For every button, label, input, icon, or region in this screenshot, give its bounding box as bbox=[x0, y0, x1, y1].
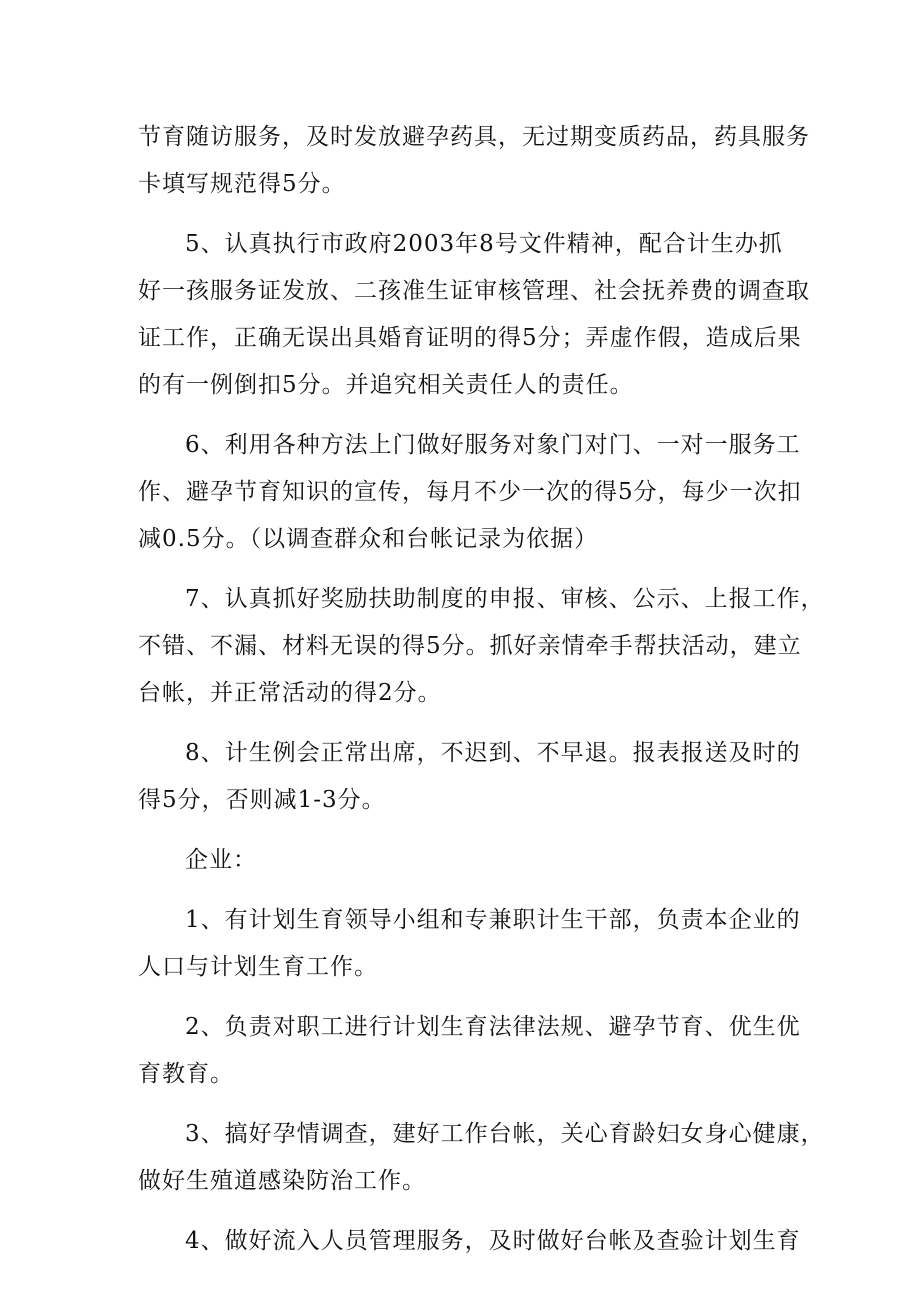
paragraph bbox=[138, 221, 810, 409]
paragraph bbox=[138, 897, 801, 991]
text-line: 不错、不漏、材料无误的得5分。抓好亲情牵手帮扶活动，建立 bbox=[138, 633, 802, 659]
paragraph bbox=[138, 422, 802, 563]
text-line: 做好生殖道感染防治工作。 bbox=[138, 1168, 426, 1194]
paragraph bbox=[138, 1218, 801, 1265]
text-line: 人口与计划生育工作。 bbox=[138, 954, 378, 980]
text-line: 台帐，并正常活动的得2分。 bbox=[138, 680, 442, 706]
text-line: 卡填写规范得5分。 bbox=[138, 171, 346, 197]
text-line: 节育随访服务，及时发放避孕药具，无过期变质药品，药具服务 bbox=[138, 124, 810, 150]
text-line: 作、避孕节育知识的宣传，每月不少一次的得5分，每少一次扣 bbox=[138, 479, 802, 505]
text-line: 得5分，否则减1-3分。 bbox=[138, 787, 386, 813]
text-line: 8、计生例会正常出席，不迟到、不早退。报表报送及时的 bbox=[185, 740, 801, 766]
document-body bbox=[138, 114, 825, 1278]
text-line: 1、有计划生育领导小组和专兼职计生干部，负责本企业的 bbox=[185, 907, 801, 933]
paragraph bbox=[138, 837, 788, 884]
text-line: 4、做好流入人员管理服务，及时做好台帐及查验计划生育 bbox=[185, 1228, 801, 1254]
text-line: 7、认真抓好奖励扶助制度的申报、审核、公示、上报工作， bbox=[185, 586, 825, 612]
text-line: 5、认真执行市政府2003年8号文件精神，配合计生办抓 bbox=[185, 231, 783, 257]
paragraph bbox=[138, 114, 810, 208]
paragraph bbox=[138, 730, 801, 824]
text-line: 6、利用各种方法上门做好服务对象门对门、一对一服务工 bbox=[185, 432, 801, 458]
paragraph bbox=[138, 1004, 801, 1098]
text-line: 3、搞好孕情调查，建好工作台帐，关心育龄妇女身心健康， bbox=[185, 1121, 825, 1147]
text-line: 好一孩服务证发放、二孩准生证审核管理、社会抚养费的调查取 bbox=[138, 278, 810, 304]
paragraph bbox=[138, 576, 825, 717]
text-line: 育教育。 bbox=[138, 1061, 234, 1087]
paragraph bbox=[138, 1111, 825, 1205]
text-line: 2、负责对职工进行计划生育法律法规、避孕节育、优生优 bbox=[185, 1014, 801, 1040]
text-line: 企业： bbox=[185, 847, 257, 873]
text-line: 的有一例倒扣5分。并追究相关责任人的责任。 bbox=[138, 372, 634, 398]
text-line: 证工作，正确无误出具婚育证明的得5分；弄虚作假，造成后果 bbox=[138, 325, 802, 351]
text-line: 减0.5分。（以调查群众和台帐记录为依据） bbox=[138, 526, 599, 552]
